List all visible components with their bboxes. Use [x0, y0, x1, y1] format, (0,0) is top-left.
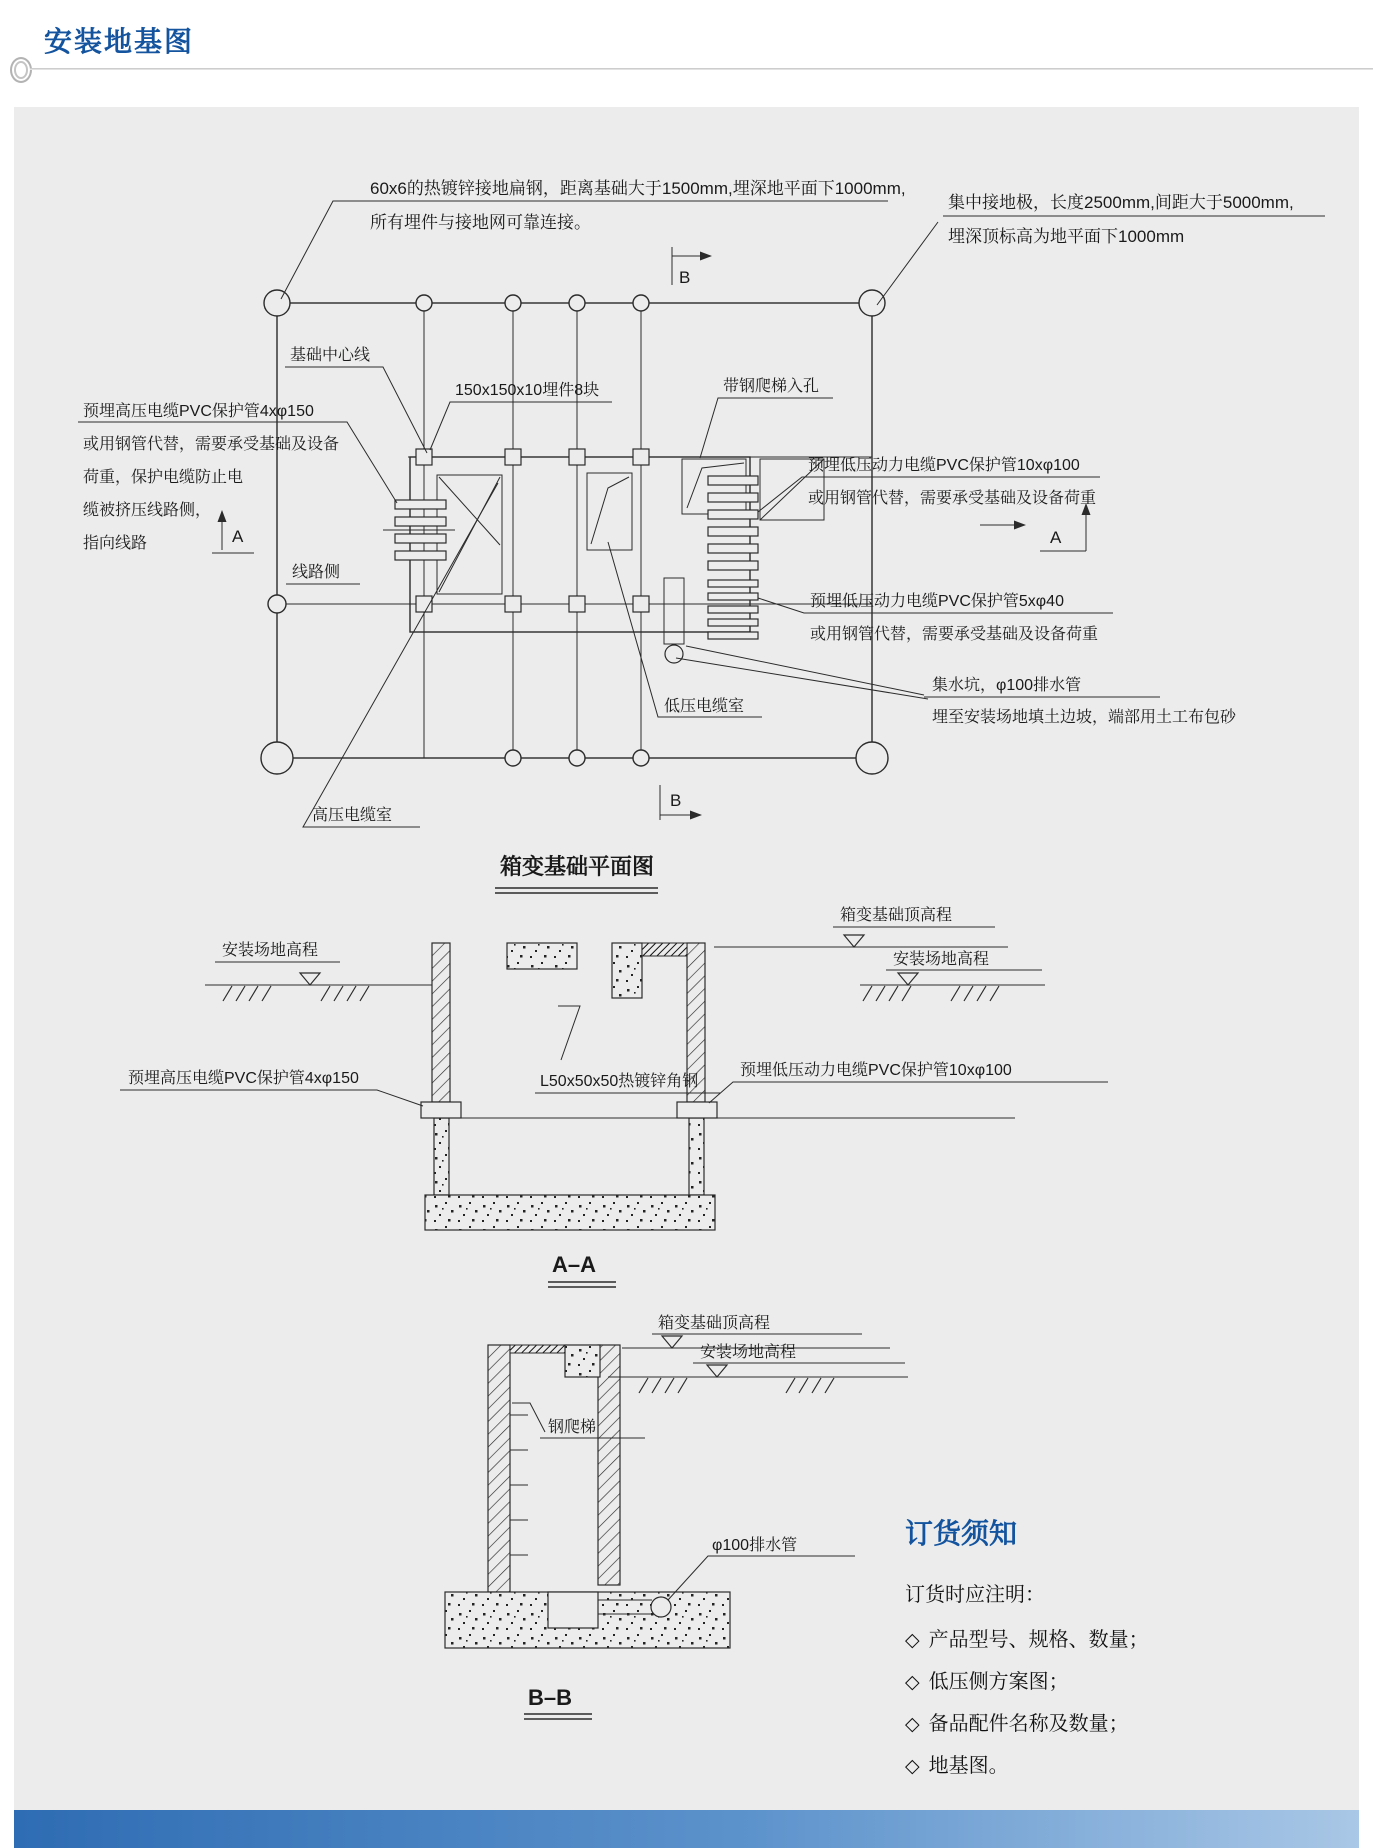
- svg-text:A: A: [232, 527, 244, 546]
- svg-text:B: B: [679, 268, 691, 287]
- note-hv-pipe-line1: 预埋高压电缆PVC保护管4xφ150: [83, 403, 314, 420]
- section-marker-b-top: [672, 247, 710, 287]
- plan-center-lines: [277, 457, 872, 604]
- aa-top-level-label: 箱变基础顶高程: [840, 907, 953, 924]
- note-electrode-line1: 集中接地极，长度2500mm,间距大于5000mm,: [948, 193, 1294, 212]
- aa-cover-plate: [642, 943, 687, 956]
- aa-left-embed-plate: [421, 1102, 461, 1118]
- sump-pit-plan: [664, 578, 684, 663]
- plan-title: 箱变基础平面图: [500, 854, 655, 879]
- diamond-bullet-icon: ◇: [905, 1756, 920, 1777]
- bb-ladder-rungs: [510, 1415, 528, 1555]
- aa-title-underline: [548, 1282, 616, 1287]
- note-lv5-line2: 或用钢管代替，需要承受基础及设备荷重: [810, 626, 1099, 643]
- ordering-item-label: 地基图。: [928, 1755, 1009, 1777]
- ordering-intro: 订货时应注明：: [905, 1584, 1045, 1606]
- aa-angle-steel-label: L50x50x50热镀锌角钢: [540, 1073, 699, 1090]
- ordering-item-label: 备品配件名称及数量；: [928, 1713, 1129, 1735]
- plan-annotations: [78, 179, 1325, 893]
- bb-drain-label: φ100排水管: [712, 1537, 798, 1554]
- section-marker-a-right: [980, 505, 1086, 551]
- note-lv5-line1: 预埋低压动力电缆PVC保护管5xφ40: [810, 593, 1064, 610]
- note-sump-line2: 埋至安装场地填土边坡，端部用土工布包砂: [932, 709, 1237, 726]
- ordering-item: [905, 1707, 1345, 1736]
- svg-text:A: A: [1050, 528, 1062, 547]
- hv-pipe-leader: [78, 422, 397, 503]
- ordering-heading: 订货须知: [905, 1518, 1018, 1549]
- bb-site-level-label: 安装场地高程: [700, 1344, 797, 1361]
- note-hv-pipe-line4: 缆被挤压线路侧，: [83, 502, 212, 519]
- note-sump-line1: 集水坑，φ100排水管: [932, 677, 1082, 694]
- label-hv-chamber: 高压电缆室: [312, 807, 393, 824]
- aa-site-level-left-label: 安装场地高程: [222, 942, 319, 959]
- diamond-bullet-icon: ◇: [905, 1672, 920, 1693]
- aa-right-embed-plate: [677, 1102, 717, 1118]
- bb-cover-plate: [510, 1345, 567, 1353]
- ordering-item-label: 低压侧方案图；: [928, 1671, 1069, 1693]
- header-ring-icon: [10, 57, 32, 83]
- plan-outer-foundation: [277, 303, 872, 758]
- label-ladder-manhole: 带钢爬梯入孔: [723, 378, 820, 395]
- ordering-item-label: 产品型号、规格、数量；: [928, 1629, 1149, 1651]
- sump-leaders: [676, 646, 1160, 699]
- aa-footing-slab: [425, 1195, 715, 1230]
- aa-lv-pipe-leader: [709, 1082, 1108, 1103]
- bb-ladder-label: 钢爬梯: [548, 1419, 597, 1436]
- note-lv10-line1: 预埋低压动力电缆PVC保护管10xφ100: [808, 457, 1080, 474]
- aa-top-level: [714, 927, 1008, 947]
- note-hv-pipe-line5: 指向线路: [83, 535, 148, 552]
- aa-right-column: [689, 1118, 704, 1195]
- aa-ground-right: [860, 970, 1045, 1001]
- aa-hv-pipe-leader: [120, 1090, 423, 1106]
- ordering-item: [905, 1623, 1345, 1652]
- aa-ground-left: [205, 962, 432, 1001]
- footer-bar: [14, 1810, 1359, 1848]
- ordering-item: [905, 1665, 1345, 1694]
- aa-top-block: [612, 943, 642, 998]
- label-lv-chamber: 低压电缆室: [664, 698, 745, 715]
- bb-top-level-label: 箱变基础顶高程: [658, 1315, 771, 1332]
- bb-title: B–B: [528, 1685, 573, 1710]
- note-ground-strap-line1: 60x6的热镀锌接地扁钢，距离基础大于1500mm,埋深地平面下1000mm,: [370, 179, 906, 198]
- plan-title-underline: [495, 888, 658, 893]
- section-marker-b-bottom: [660, 785, 700, 820]
- section-marker-a-left: [212, 512, 254, 553]
- ordering-notes: [905, 1512, 1345, 1791]
- embed-plates-leader: [430, 402, 612, 450]
- bb-ground-right: [608, 1363, 908, 1393]
- aa-title: A–A: [552, 1252, 597, 1277]
- page-title: 安装地基图: [44, 26, 195, 57]
- aa-site-level-right-label: 安装场地高程: [893, 951, 990, 968]
- note-lv10-line2: 或用钢管代替，需要承受基础及设备荷重: [808, 490, 1097, 507]
- diamond-bullet-icon: ◇: [905, 1630, 920, 1651]
- section-aa: [120, 905, 1108, 1287]
- header-divider: [30, 68, 1373, 70]
- bb-left-wall: [488, 1345, 510, 1592]
- label-line-side: 线路侧: [292, 564, 341, 581]
- aa-left-column: [434, 1118, 449, 1195]
- label-center-line: 基础中心线: [290, 347, 371, 364]
- note-hv-pipe-line2: 或用钢管代替，需要承受基础及设备: [83, 436, 340, 453]
- aa-left-wall: [432, 943, 450, 1102]
- svg-text:B: B: [670, 791, 682, 810]
- bb-ladder-leader: [512, 1403, 545, 1432]
- note-hv-pipe-line3: 荷重，保护电缆防止电: [83, 469, 244, 486]
- bb-top-block: [565, 1345, 600, 1377]
- section-bb: [445, 1313, 908, 1719]
- aa-hv-pipe-label: 预埋高压电缆PVC保护管4xφ150: [128, 1070, 359, 1087]
- ladder-manhole-opening: [682, 459, 746, 514]
- bb-sump-pit: [548, 1592, 598, 1628]
- aa-lv-pipe-label: 预埋低压动力电缆PVC保护管10xφ100: [740, 1062, 1012, 1079]
- label-embed-plates: 150x150x10埋件8块: [455, 382, 600, 399]
- bb-right-wall: [598, 1345, 620, 1585]
- aa-top-beam: [507, 943, 577, 969]
- diamond-bullet-icon: ◇: [905, 1714, 920, 1735]
- plan-grid-verticals: [424, 303, 641, 758]
- ladder-manhole-leader: [700, 398, 833, 458]
- note-electrode-line2: 埋深顶标高为地平面下1000mm: [948, 227, 1185, 246]
- aa-angle-steel-mark: [558, 1006, 580, 1060]
- bb-title-underline: [524, 1714, 592, 1719]
- ordering-item: [905, 1749, 1345, 1778]
- note-ground-strap-line2: 所有埋件与接地网可靠连接。: [370, 213, 591, 232]
- lv-cable-chamber: [587, 473, 632, 550]
